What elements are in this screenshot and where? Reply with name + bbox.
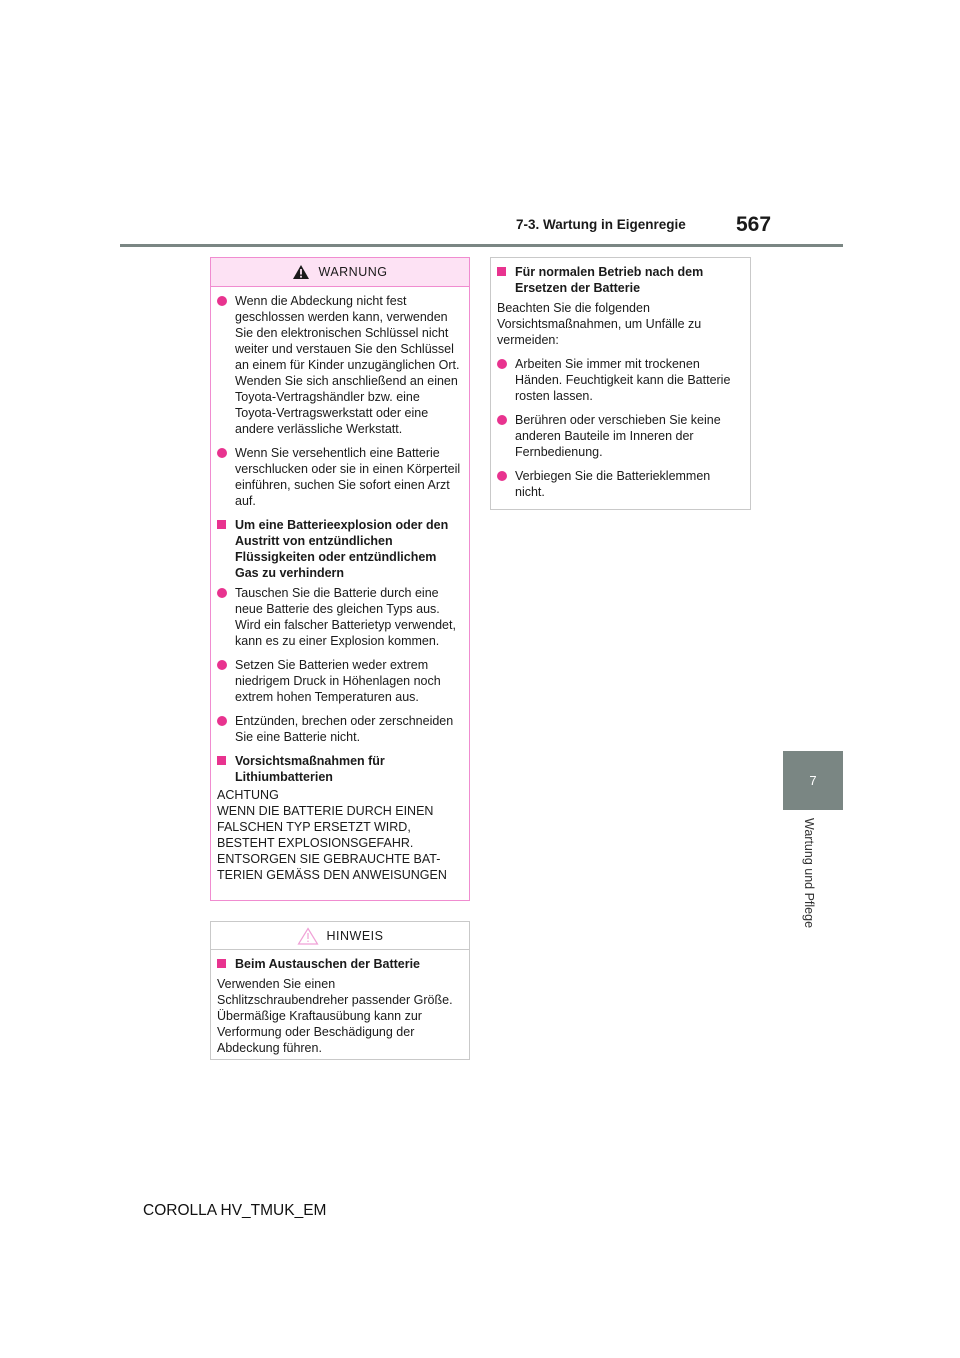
bullet-icon	[497, 471, 507, 481]
list-item: Berühren oder verschieben Sie keine anderen Bauteile im Inneren der Fernbedienung.	[497, 412, 742, 460]
list-item: Arbeiten Sie immer mit trockenen Händen. Feuchtigkeit kann die Batterie rosten lassen.	[497, 356, 742, 404]
battery-care-box	[490, 257, 751, 510]
footer-model: COROLLA HV_TMUK_EM	[143, 1202, 327, 1219]
chapter-tab: 7	[783, 751, 843, 810]
header-rule	[120, 244, 843, 247]
square-bullet-icon	[217, 959, 226, 968]
bullet-icon	[497, 359, 507, 369]
square-bullet-icon	[217, 756, 226, 765]
chapter-label: Wartung und Pflege	[802, 818, 816, 929]
list-item: Tauschen Sie die Batterie durch eine neue Batterie des gleichen Typs aus. Wird ein falscher Batterietyp verwendet, kann es zu einer Explosion kommen.	[217, 585, 461, 649]
section-title: 7-3. Wartung in Eigenregie	[516, 217, 686, 232]
list-item: Wenn die Abdeckung nicht fest geschlossen werden kann, verwenden Sie den elektronischen Schlüssel nicht weiter und verstauen Sie den Schlüssel an einem für Kinder unzugänglichen Ort. Wenden Sie sich anschließend an einen Toyota-Vertragshändler bzw. eine Toyota-Vertragswerkstatt oder eine andere verlässliche Werkstatt.	[217, 293, 461, 437]
warning-triangle-icon	[292, 264, 310, 280]
warning-box	[210, 257, 470, 901]
subheading: Um eine Batterieexplosion oder den Austritt von entzündlichen Flüssigkeiten oder entzündlichem Gas zu verhindern	[217, 517, 461, 581]
bullet-icon	[217, 296, 227, 306]
list-item: Setzen Sie Batterien weder extrem niedrigem Druck in Höhenlagen noch extrem hohen Temperaturen aus.	[217, 657, 461, 705]
square-bullet-icon	[217, 520, 226, 529]
bullet-icon	[497, 415, 507, 425]
square-bullet-icon	[497, 267, 506, 276]
subheading: Beim Austauschen der Batterie	[217, 956, 461, 972]
intro-text: Beachten Sie die folgenden Vorsichtsmaßnahmen, um Unfälle zu vermeiden:	[497, 301, 702, 347]
subheading: Vorsichtsmaßnahmen für Lithiumbatterien	[217, 753, 461, 785]
hint-box	[210, 921, 470, 1060]
warning-header	[211, 258, 469, 287]
bullet-icon	[217, 716, 227, 726]
list-item: Verbiegen Sie die Batterieklemmen nicht.	[497, 468, 742, 500]
list-item: Wenn Sie versehentlich eine Batterie verschlucken oder sie in einen Körperteil einführen, suchen Sie sofort einen Arzt auf.	[217, 445, 461, 509]
bullet-icon	[217, 660, 227, 670]
bullet-icon	[217, 448, 227, 458]
list-item: Entzünden, brechen oder zerschneiden Sie eine Batterie nicht.	[217, 713, 461, 745]
bullet-icon	[217, 588, 227, 598]
hint-header	[211, 922, 469, 950]
page-number: 567	[736, 213, 772, 236]
hint-text: Verwenden Sie einen Schlitzschraubendreher passender Größe. Übermäßige Kraftausübung kann zur Verformung oder Beschädigung der Abdeckung führen.	[217, 977, 453, 1055]
caution-triangle-icon	[297, 927, 319, 945]
caution-text: ACHTUNG WENN DIE BATTERIE DURCH EINEN FALSCHEN TYP ERSETZT WIRD, BESTEHT EXPLOSIONSGEFAHR. ENTSORGEN SIE GEBRAUCHTE BAT- TERIEN GEMÄSS DEN ANWEISUNGEN	[217, 788, 447, 882]
hint-title: HINWEIS	[326, 928, 384, 943]
subheading: Für normalen Betrieb nach dem Ersetzen der Batterie	[497, 264, 742, 296]
warning-title: WARNUNG	[318, 265, 388, 279]
